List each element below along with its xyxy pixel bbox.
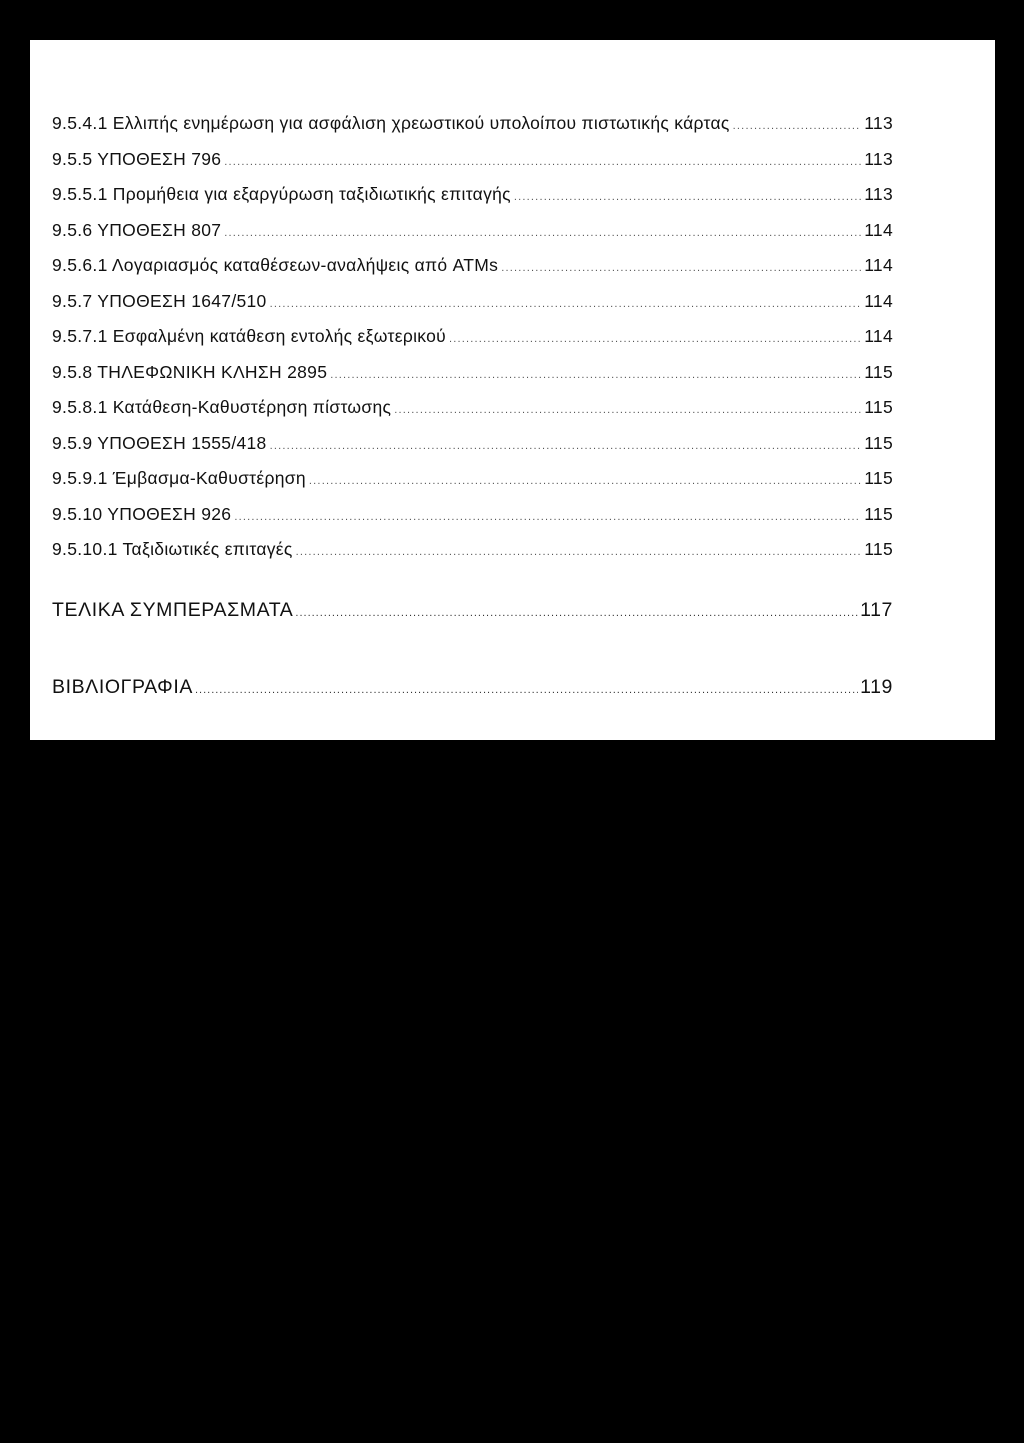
toc-entry[interactable] bbox=[52, 248, 893, 284]
table-of-contents bbox=[52, 106, 893, 568]
toc-entry-page: 115 bbox=[864, 468, 893, 488]
toc-entry-label: 9.5.6.1 Λογαριασμός καταθέσεων-αναλήψεις από ATMs bbox=[52, 255, 499, 275]
toc-entry-page: 115 bbox=[864, 397, 893, 417]
toc-entry-page: 114 bbox=[864, 219, 893, 240]
toc-entry-label: 9.5.8.1 Κατάθεση-Καθυστέρηση πίστωσης bbox=[52, 397, 392, 417]
toc-entry-page: 114 bbox=[864, 255, 893, 275]
dot-leader bbox=[330, 358, 861, 394]
toc-entry-page: 113 bbox=[864, 184, 893, 204]
toc-entry[interactable] bbox=[52, 213, 893, 249]
toc-entry[interactable] bbox=[52, 284, 893, 320]
toc-entry-page: 113 bbox=[864, 113, 893, 133]
dot-leader bbox=[224, 216, 861, 252]
toc-entry-label: 9.5.10.1 Ταξιδιωτικές επιταγές bbox=[52, 539, 293, 559]
toc-entry-label: 9.5.9 ΥΠΟΘΕΣΗ 1555/418 bbox=[52, 432, 267, 453]
toc-entry-label: 9.5.7 ΥΠΟΘΕΣΗ 1647/510 bbox=[52, 290, 267, 311]
dot-leader bbox=[501, 251, 861, 287]
dot-leader bbox=[514, 180, 861, 216]
toc-entry[interactable] bbox=[52, 355, 893, 391]
toc-entry[interactable] bbox=[52, 319, 893, 355]
toc-entry-label: 9.5.9.1 Έμβασμα-Καθυστέρηση bbox=[52, 468, 306, 488]
toc-entry-conclusions[interactable] bbox=[52, 599, 893, 622]
toc-entry-label: 9.5.10 ΥΠΟΘΕΣΗ 926 bbox=[52, 503, 232, 524]
dot-leader bbox=[270, 287, 862, 323]
dot-leader bbox=[224, 145, 861, 181]
toc-entry[interactable] bbox=[52, 532, 893, 568]
toc-entry[interactable] bbox=[52, 497, 893, 533]
dot-leader bbox=[296, 535, 862, 571]
toc-bibliography-label: ΒΙΒΛΙΟΓΡΑΦΙΑ bbox=[52, 676, 193, 698]
toc-entry-page: 115 bbox=[864, 361, 893, 382]
toc-entry[interactable] bbox=[52, 177, 893, 213]
toc-entry-page: 113 bbox=[864, 148, 893, 169]
toc-bibliography-page: 119 bbox=[860, 676, 893, 698]
toc-entry-label: 9.5.7.1 Εσφαλμένη κατάθεση εντολής εξωτερικού bbox=[52, 326, 447, 346]
toc-entry-label: 9.5.8 ΤΗΛΕΦΩΝΙΚΗ ΚΛΗΣΗ 2895 bbox=[52, 361, 328, 382]
toc-entry-page: 114 bbox=[864, 290, 893, 311]
toc-entry[interactable] bbox=[52, 142, 893, 178]
dot-leader bbox=[234, 500, 861, 536]
dot-leader bbox=[449, 322, 861, 358]
toc-entry[interactable] bbox=[52, 461, 893, 497]
dot-leader bbox=[295, 607, 858, 619]
toc-entry-page: 115 bbox=[864, 503, 893, 524]
toc-entry-page: 115 bbox=[864, 432, 893, 453]
dot-leader bbox=[394, 393, 861, 429]
dot-leader bbox=[309, 464, 861, 500]
toc-entry-label: 9.5.5.1 Προμήθεια για εξαργύρωση ταξιδιωτικής επιταγής bbox=[52, 184, 511, 204]
toc-conclusions-page: 117 bbox=[860, 599, 893, 621]
toc-entry-page: 115 bbox=[864, 539, 893, 559]
toc-entry-label: 9.5.6 ΥΠΟΘΕΣΗ 807 bbox=[52, 219, 222, 240]
dot-leader bbox=[270, 429, 862, 465]
toc-entry[interactable] bbox=[52, 390, 893, 426]
toc-entry[interactable] bbox=[52, 426, 893, 462]
toc-conclusions-label: ΤΕΛΙΚΑ ΣΥΜΠΕΡΑΣΜΑΤΑ bbox=[52, 599, 294, 621]
toc-entry-bibliography[interactable] bbox=[52, 676, 893, 699]
toc-entry-page: 114 bbox=[864, 326, 893, 346]
dot-leader bbox=[733, 109, 862, 145]
toc-entry[interactable] bbox=[52, 106, 893, 142]
toc-entry-label: 9.5.4.1 Ελλιπής ενημέρωση για ασφάλιση χρεωστικού υπολοίπου πιστωτικής κάρτας bbox=[52, 113, 730, 133]
toc-entry-label: 9.5.5 ΥΠΟΘΕΣΗ 796 bbox=[52, 148, 222, 169]
dot-leader bbox=[195, 684, 858, 696]
